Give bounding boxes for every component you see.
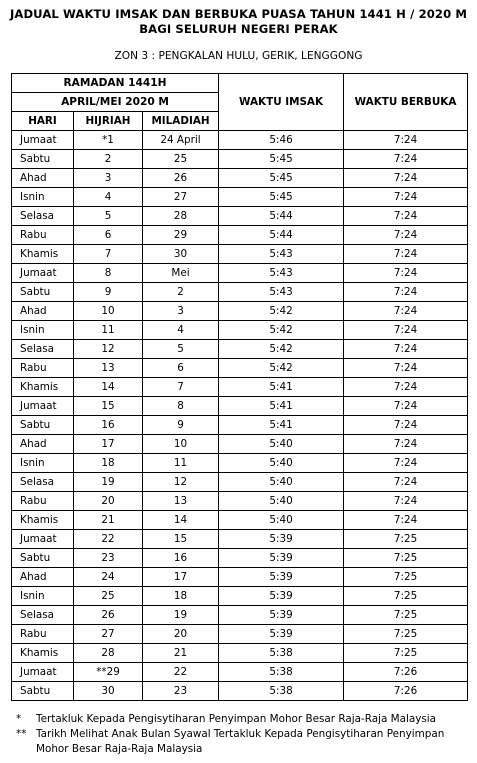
berbuka-time-cell: 7:24	[344, 340, 468, 359]
header-ramadan: RAMADAN 1441H	[12, 74, 219, 93]
day-cell: Ahad	[12, 568, 74, 587]
table-row	[12, 663, 468, 682]
table-row	[12, 264, 468, 283]
header-hijriah: HIJRIAH	[74, 112, 143, 131]
imsak-time-cell: 5:40	[219, 473, 344, 492]
imsak-time-cell: 5:44	[219, 207, 344, 226]
imsak-time-cell: 5:41	[219, 397, 344, 416]
zone-label: ZON 3 : PENGKALAN HULU, GERIK, LENGGONG	[114, 50, 363, 62]
table-row	[12, 492, 468, 511]
imsak-time-cell: 5:46	[219, 131, 344, 150]
table-row	[12, 530, 468, 549]
day-cell: Ahad	[12, 302, 74, 321]
miladiah-cell: 19	[143, 606, 219, 625]
table-row	[12, 131, 468, 150]
berbuka-time-cell: 7:24	[344, 473, 468, 492]
miladiah-cell: 28	[143, 207, 219, 226]
berbuka-time-cell: 7:24	[344, 435, 468, 454]
imsak-time-cell: 5:40	[219, 511, 344, 530]
imsak-time-cell: 5:45	[219, 150, 344, 169]
imsak-time-cell: 5:43	[219, 283, 344, 302]
day-cell: Khamis	[12, 245, 74, 264]
day-cell: Sabtu	[12, 682, 74, 701]
table-row	[12, 568, 468, 587]
miladiah-cell: 14	[143, 511, 219, 530]
imsak-time-cell: 5:38	[219, 663, 344, 682]
berbuka-time-cell: 7:24	[344, 321, 468, 340]
berbuka-time-cell: 7:25	[344, 644, 468, 663]
berbuka-time-cell: 7:25	[344, 549, 468, 568]
berbuka-time-cell: 7:24	[344, 245, 468, 264]
miladiah-cell: 5	[143, 340, 219, 359]
imsak-time-cell: 5:45	[219, 169, 344, 188]
miladiah-cell: 4	[143, 321, 219, 340]
imsak-time-cell: 5:41	[219, 416, 344, 435]
miladiah-cell: 6	[143, 359, 219, 378]
header-waktu-imsak: WAKTU IMSAK	[219, 74, 344, 131]
footnote	[11, 727, 471, 757]
miladiah-cell: 23	[143, 682, 219, 701]
table-row	[12, 302, 468, 321]
table-row	[12, 416, 468, 435]
hijriah-cell: 24	[74, 568, 143, 587]
imsak-time-cell: 5:40	[219, 454, 344, 473]
table-row	[12, 226, 468, 245]
day-cell: Rabu	[12, 625, 74, 644]
footnote-text: Tarikh Melihat Anak Bulan Syawal Tertakluk Kepada Pengisytiharan Penyimpan Mohor Besar Raja-Raja Malaysia	[36, 728, 445, 755]
berbuka-time-cell: 7:24	[344, 492, 468, 511]
hijriah-cell: 12	[74, 340, 143, 359]
berbuka-time-cell: 7:24	[344, 511, 468, 530]
table-row	[12, 549, 468, 568]
imsak-time-cell: 5:42	[219, 359, 344, 378]
day-cell: Jumaat	[12, 663, 74, 682]
table-body	[12, 131, 468, 701]
berbuka-time-cell: 7:24	[344, 226, 468, 245]
table-row	[12, 511, 468, 530]
hijriah-cell: 30	[74, 682, 143, 701]
berbuka-time-cell: 7:24	[344, 454, 468, 473]
imsak-time-cell: 5:42	[219, 340, 344, 359]
schedule-table	[11, 73, 468, 701]
berbuka-time-cell: 7:24	[344, 264, 468, 283]
hijriah-cell: 19	[74, 473, 143, 492]
berbuka-time-cell: 7:25	[344, 587, 468, 606]
miladiah-cell: 29	[143, 226, 219, 245]
hijriah-cell: 3	[74, 169, 143, 188]
miladiah-cell: 21	[143, 644, 219, 663]
day-cell: Selasa	[12, 207, 74, 226]
hijriah-cell: *1	[74, 131, 143, 150]
day-cell: Ahad	[12, 435, 74, 454]
berbuka-time-cell: 7:24	[344, 169, 468, 188]
hijriah-cell: 7	[74, 245, 143, 264]
miladiah-cell: 26	[143, 169, 219, 188]
berbuka-time-cell: 7:25	[344, 606, 468, 625]
footnote	[11, 712, 471, 727]
miladiah-cell: 2	[143, 283, 219, 302]
miladiah-cell: 7	[143, 378, 219, 397]
hijriah-cell: 23	[74, 549, 143, 568]
table-header	[12, 74, 468, 131]
miladiah-cell: 12	[143, 473, 219, 492]
miladiah-cell: 25	[143, 150, 219, 169]
imsak-time-cell: 5:43	[219, 264, 344, 283]
table-row	[12, 283, 468, 302]
imsak-time-cell: 5:38	[219, 644, 344, 663]
imsak-time-cell: 5:41	[219, 378, 344, 397]
miladiah-cell: 27	[143, 188, 219, 207]
table-row	[12, 188, 468, 207]
miladiah-cell: 18	[143, 587, 219, 606]
hijriah-cell: 13	[74, 359, 143, 378]
table-row	[12, 207, 468, 226]
day-cell: Rabu	[12, 226, 74, 245]
miladiah-cell: Mei	[143, 264, 219, 283]
table-row	[12, 340, 468, 359]
hijriah-cell: 21	[74, 511, 143, 530]
berbuka-time-cell: 7:24	[344, 416, 468, 435]
imsak-time-cell: 5:40	[219, 492, 344, 511]
imsak-time-cell: 5:40	[219, 435, 344, 454]
miladiah-cell: 20	[143, 625, 219, 644]
berbuka-time-cell: 7:24	[344, 150, 468, 169]
berbuka-time-cell: 7:26	[344, 663, 468, 682]
hijriah-cell: **29	[74, 663, 143, 682]
berbuka-time-cell: 7:24	[344, 378, 468, 397]
day-cell: Selasa	[12, 606, 74, 625]
day-cell: Rabu	[12, 359, 74, 378]
footnote-mark: **	[16, 728, 27, 740]
day-cell: Jumaat	[12, 264, 74, 283]
day-cell: Sabtu	[12, 549, 74, 568]
imsak-time-cell: 5:42	[219, 302, 344, 321]
table-row	[12, 359, 468, 378]
berbuka-time-cell: 7:24	[344, 397, 468, 416]
miladiah-cell: 3	[143, 302, 219, 321]
day-cell: Khamis	[12, 644, 74, 663]
berbuka-time-cell: 7:24	[344, 283, 468, 302]
hijriah-cell: 5	[74, 207, 143, 226]
day-cell: Sabtu	[12, 150, 74, 169]
berbuka-time-cell: 7:24	[344, 302, 468, 321]
day-cell: Isnin	[12, 587, 74, 606]
footnotes	[11, 712, 471, 757]
berbuka-time-cell: 7:24	[344, 207, 468, 226]
hijriah-cell: 10	[74, 302, 143, 321]
header-waktu-berbuka: WAKTU BERBUKA	[344, 74, 468, 131]
table-row	[12, 378, 468, 397]
hijriah-cell: 25	[74, 587, 143, 606]
table-row	[12, 606, 468, 625]
miladiah-cell: 24 April	[143, 131, 219, 150]
miladiah-cell: 15	[143, 530, 219, 549]
hijriah-cell: 2	[74, 150, 143, 169]
miladiah-cell: 13	[143, 492, 219, 511]
miladiah-cell: 9	[143, 416, 219, 435]
berbuka-time-cell: 7:24	[344, 131, 468, 150]
imsak-time-cell: 5:38	[219, 682, 344, 701]
day-cell: Rabu	[12, 492, 74, 511]
hijriah-cell: 9	[74, 283, 143, 302]
hijriah-cell: 6	[74, 226, 143, 245]
table-row	[12, 150, 468, 169]
hijriah-cell: 14	[74, 378, 143, 397]
miladiah-cell: 17	[143, 568, 219, 587]
day-cell: Jumaat	[12, 397, 74, 416]
table-row	[12, 321, 468, 340]
hijriah-cell: 20	[74, 492, 143, 511]
day-cell: Sabtu	[12, 416, 74, 435]
table-row	[12, 245, 468, 264]
table-row	[12, 435, 468, 454]
header-hari: HARI	[12, 112, 74, 131]
miladiah-cell: 11	[143, 454, 219, 473]
table-row	[12, 682, 468, 701]
hijriah-cell: 27	[74, 625, 143, 644]
berbuka-time-cell: 7:25	[344, 530, 468, 549]
page-subtitle: BAGI SELURUH NEGERI PERAK	[139, 22, 338, 36]
day-cell: Jumaat	[12, 131, 74, 150]
imsak-time-cell: 5:39	[219, 587, 344, 606]
header-miladiah: MILADIAH	[143, 112, 219, 131]
day-cell: Jumaat	[12, 530, 74, 549]
imsak-time-cell: 5:39	[219, 549, 344, 568]
imsak-time-cell: 5:39	[219, 568, 344, 587]
day-cell: Sabtu	[12, 283, 74, 302]
table-row	[12, 644, 468, 663]
table-row	[12, 169, 468, 188]
hijriah-cell: 17	[74, 435, 143, 454]
imsak-time-cell: 5:39	[219, 606, 344, 625]
day-cell: Khamis	[12, 378, 74, 397]
miladiah-cell: 16	[143, 549, 219, 568]
day-cell: Ahad	[12, 169, 74, 188]
table-row	[12, 473, 468, 492]
berbuka-time-cell: 7:26	[344, 682, 468, 701]
table-row	[12, 397, 468, 416]
miladiah-cell: 22	[143, 663, 219, 682]
miladiah-cell: 30	[143, 245, 219, 264]
hijriah-cell: 22	[74, 530, 143, 549]
miladiah-cell: 10	[143, 435, 219, 454]
berbuka-time-cell: 7:24	[344, 188, 468, 207]
footnote-text: Tertakluk Kepada Pengisytiharan Penyimpan Mohor Besar Raja-Raja Malaysia	[36, 713, 437, 725]
day-cell: Isnin	[12, 321, 74, 340]
day-cell: Khamis	[12, 511, 74, 530]
imsak-time-cell: 5:44	[219, 226, 344, 245]
table-row	[12, 625, 468, 644]
hijriah-cell: 11	[74, 321, 143, 340]
berbuka-time-cell: 7:24	[344, 359, 468, 378]
table-row	[12, 454, 468, 473]
miladiah-cell: 8	[143, 397, 219, 416]
imsak-time-cell: 5:45	[219, 188, 344, 207]
imsak-time-cell: 5:39	[219, 625, 344, 644]
hijriah-cell: 4	[74, 188, 143, 207]
day-cell: Isnin	[12, 188, 74, 207]
day-cell: Selasa	[12, 473, 74, 492]
hijriah-cell: 28	[74, 644, 143, 663]
hijriah-cell: 26	[74, 606, 143, 625]
imsak-time-cell: 5:42	[219, 321, 344, 340]
header-month: APRIL/MEI 2020 M	[12, 93, 219, 112]
day-cell: Selasa	[12, 340, 74, 359]
page-title: JADUAL WAKTU IMSAK DAN BERBUKA PUASA TAHUN 1441 H / 2020 M	[9, 7, 468, 21]
day-cell: Isnin	[12, 454, 74, 473]
imsak-time-cell: 5:39	[219, 530, 344, 549]
berbuka-time-cell: 7:25	[344, 625, 468, 644]
berbuka-time-cell: 7:25	[344, 568, 468, 587]
hijriah-cell: 8	[74, 264, 143, 283]
hijriah-cell: 18	[74, 454, 143, 473]
hijriah-cell: 16	[74, 416, 143, 435]
table-row	[12, 587, 468, 606]
imsak-time-cell: 5:43	[219, 245, 344, 264]
footnote-mark: *	[16, 713, 22, 725]
hijriah-cell: 15	[74, 397, 143, 416]
